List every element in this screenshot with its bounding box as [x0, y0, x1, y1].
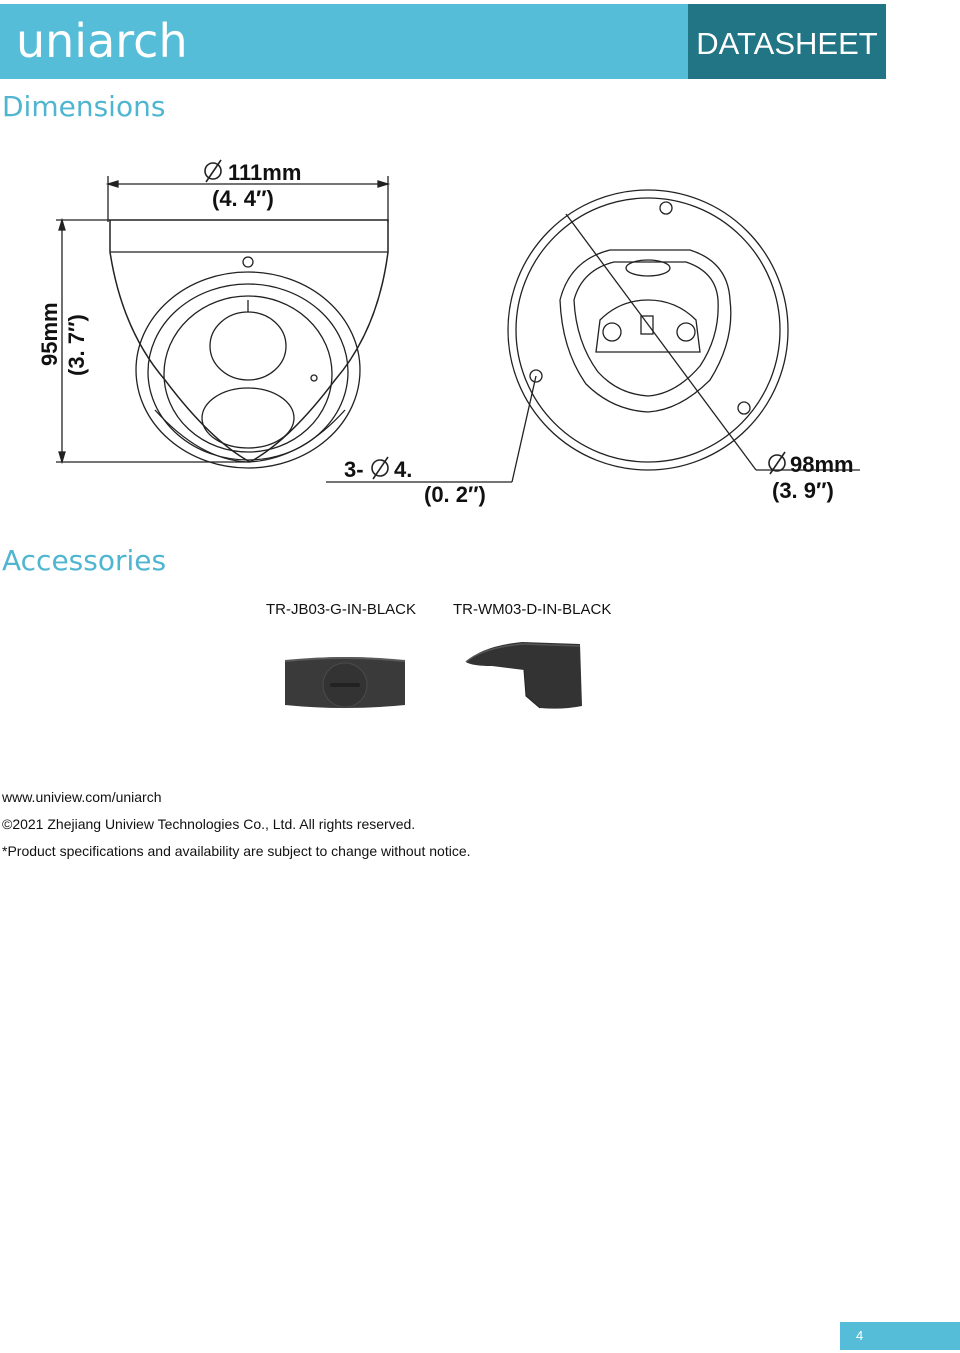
- mount-mm-label: 98mm: [790, 452, 854, 477]
- accessories-title: Accessories: [2, 544, 167, 577]
- footer-website: www.uniview.com/uniarch: [2, 789, 162, 805]
- datasheet-label: DATASHEET: [688, 4, 886, 79]
- hole-in-label: (0. 2″): [424, 482, 486, 507]
- accessory-1-name: TR-JB03-G-IN-BLACK: [266, 601, 417, 618]
- footer-notice: *Product specifications and availability are subject to change without notice.: [2, 843, 471, 859]
- junction-box-icon: [280, 655, 410, 711]
- height-mm-label: 95mm: [37, 302, 62, 366]
- footer-copyright: ©2021 Zhejiang Uniview Technologies Co., Ltd. All rights reserved.: [2, 816, 416, 832]
- dimensions-title: Dimensions: [2, 90, 166, 123]
- page-number: 4: [840, 1322, 960, 1350]
- header-bar: [0, 4, 886, 79]
- height-in-label: (3. 7″): [64, 314, 89, 376]
- mount-in-label: (3. 9″): [772, 478, 834, 503]
- dimensions-diagram: [0, 140, 900, 520]
- wall-mount-bracket-icon: [462, 636, 588, 712]
- diameter-mm-label: 111mm: [228, 160, 302, 185]
- hole-size-label: 4.: [394, 457, 413, 482]
- hole-count-label: 3-: [344, 457, 364, 482]
- accessory-2-name: TR-WM03-D-IN-BLACK: [453, 601, 612, 618]
- brand-logo: uniarch: [16, 14, 188, 68]
- diameter-in-label: (4. 4″): [212, 186, 274, 211]
